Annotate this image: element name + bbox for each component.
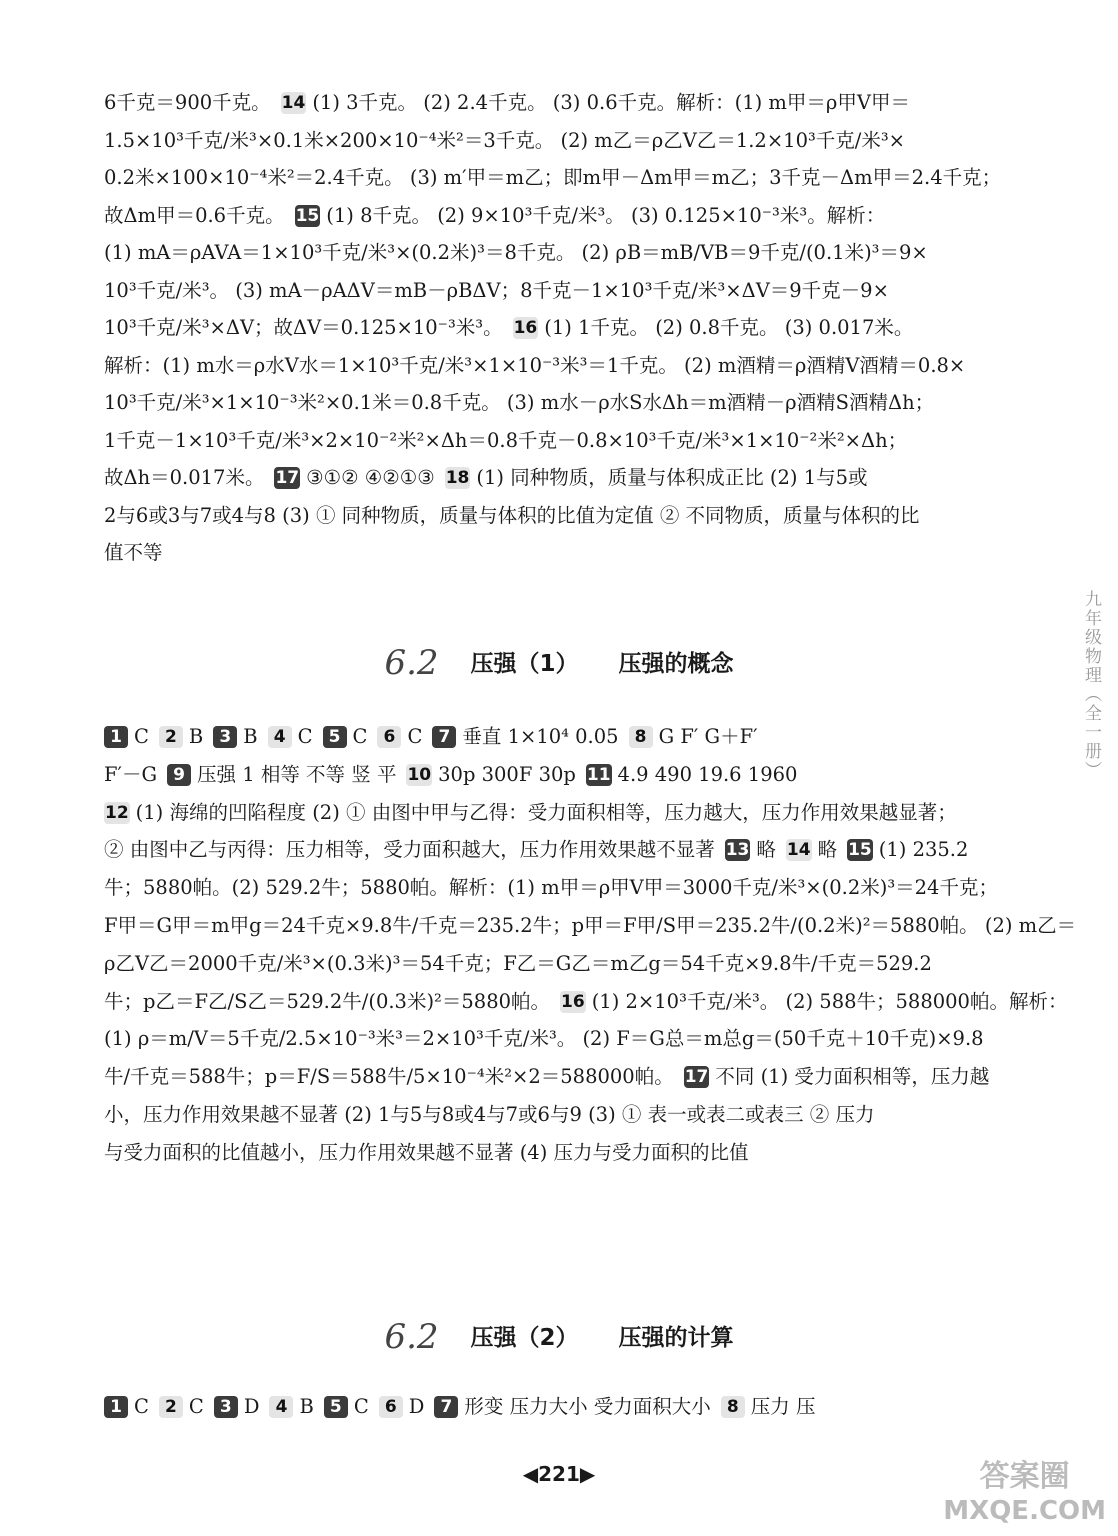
question-number-badge: 10 xyxy=(407,764,432,785)
answer-text: C xyxy=(407,725,423,748)
section-title: 压强（1） xyxy=(470,651,579,677)
answer-text: 牛；5880帕。(2) 529.2牛；5880帕。解析：(1) m甲＝ρ甲V甲＝3000千克/米³×(0.2米)³＝24千克； xyxy=(104,876,998,900)
watermark-url: MXQE.COM xyxy=(943,1496,1106,1526)
watermark-text: 答案圈 xyxy=(979,1459,1070,1494)
answer-line xyxy=(104,1024,988,1054)
answer-text: 垂直 1×10⁴ 0.05 xyxy=(462,725,619,748)
answer-text: 1千克－1×10³千克/米³×2×10⁻²米²×Δh＝0.8千克－0.8×10³千克/米³×1×10⁻²米²×Δh； xyxy=(104,428,908,452)
question-number-badge: 1 xyxy=(104,1396,128,1418)
answer-text: 故Δm甲＝0.6千克。 xyxy=(104,203,285,227)
section-heading-pressure-calc xyxy=(0,1317,1118,1357)
section-title: 压强（2） xyxy=(470,1325,579,1351)
answer-text: (1) 1千克。 (2) 0.8千克。 (3) 0.017米。 xyxy=(544,316,914,339)
answer-text: G F′ G＋F′ xyxy=(658,725,758,748)
answer-text: ② 由图中乙与丙得：压力相等，受力面积越大，压力作用效果越不显著 xyxy=(104,838,715,862)
answer-line xyxy=(104,987,1068,1017)
question-number-badge: 15 xyxy=(295,205,320,226)
answer-line xyxy=(104,426,988,456)
question-number-badge: 6 xyxy=(379,1396,403,1418)
answer-line xyxy=(104,276,988,306)
answer-line xyxy=(104,722,988,752)
answer-text: F′－G xyxy=(104,762,158,786)
question-number-badge: 17 xyxy=(275,468,300,488)
question-number-badge: 6 xyxy=(377,726,401,748)
answer-line xyxy=(104,126,988,156)
answer-text: (1) 同种物质，质量与体积成正比 (2) 1与5或 xyxy=(476,466,868,489)
answer-text: C xyxy=(134,725,149,748)
question-number-badge: 13 xyxy=(725,840,750,861)
answer-line xyxy=(104,463,988,493)
answer-text: 值不等 xyxy=(104,541,163,564)
answer-line xyxy=(104,351,988,381)
answer-text: C xyxy=(134,1395,149,1418)
answer-line xyxy=(104,538,988,568)
answer-text: C xyxy=(352,725,368,748)
answer-text: B xyxy=(243,725,258,748)
answer-line xyxy=(104,238,988,268)
question-number-badge: 14 xyxy=(281,93,306,113)
answer-text: (1) 8千克。 (2) 9×10³千克/米³。 (3) 0.125×10⁻³米³。解析： xyxy=(326,203,886,227)
question-number-badge: 5 xyxy=(323,726,347,748)
answer-text: 4.9 490 19.6 1960 xyxy=(617,762,798,786)
answer-line xyxy=(104,501,988,531)
answer-text: (1) 235.2 xyxy=(878,838,969,862)
question-number-badge: 14 xyxy=(786,840,811,861)
question-number-badge: 11 xyxy=(586,764,611,785)
question-number-badge: 15 xyxy=(848,840,872,861)
answer-text: 故Δh＝0.017米。 xyxy=(104,466,265,489)
answer-text: 10³千克/米³×ΔV；故ΔV＝0.125×10⁻³米³。 xyxy=(104,316,503,339)
answer-text: 压力 压 xyxy=(750,1395,816,1418)
answer-text: 牛；p乙＝F乙/S乙＝529.2牛/(0.3米)²＝5880帕。 xyxy=(104,989,551,1013)
answer-text: 0.2米×100×10⁻⁴米²＝2.4千克。 (3) m′甲＝m乙；即m甲－Δm甲＝m乙；3千克－Δm甲＝2.4千克； xyxy=(104,166,1002,189)
section-number: 6.2 xyxy=(384,643,439,683)
answer-text: 略 xyxy=(817,838,838,862)
question-number-badge: 4 xyxy=(268,726,292,748)
question-number-badge: 3 xyxy=(214,1396,238,1418)
answer-text: B xyxy=(299,1395,314,1418)
answer-text: 1.5×10³千克/米³×0.1米×200×10⁻⁴米²＝3千克。 (2) m乙＝ρ乙V乙＝1.2×10³千克/米³× xyxy=(104,128,906,152)
question-number-badge: 12 xyxy=(105,802,129,823)
section-subtitle: 压强的计算 xyxy=(618,1325,734,1351)
question-number-badge: 9 xyxy=(167,764,191,786)
answer-text: C xyxy=(188,1395,204,1418)
answer-text: 30p 300F 30p xyxy=(438,762,576,786)
answer-text: 与受力面积的比值越小，压力作用效果越不显著 (4) 压力与受力面积的比值 xyxy=(104,1140,749,1164)
question-number-badge: 8 xyxy=(629,726,653,748)
question-number-badge: 2 xyxy=(159,726,183,748)
answer-text: F甲＝G甲＝m甲g＝24千克×9.8牛/千克＝235.2牛；p甲＝F甲/S甲＝235.2牛/(0.2米)²＝5880帕。 (2) m乙＝ xyxy=(104,914,1077,937)
question-number-badge: 1 xyxy=(104,726,128,748)
question-number-badge: 3 xyxy=(213,726,237,748)
answer-text: 压强 1 相等 不等 竖 平 xyxy=(197,762,397,786)
answer-line xyxy=(104,1062,988,1092)
answer-line xyxy=(104,949,988,979)
answer-text: 牛/千克＝588牛；p＝F/S＝588牛/5×10⁻⁴米²×2＝588000帕。 xyxy=(104,1065,674,1089)
answer-text: (1) mA＝ρAVA＝1×10³千克/米³×(0.2米)³＝8千克。 (2) ρB＝mB/VB＝9千克/(0.1米)³＝9× xyxy=(104,241,928,264)
answer-text: 形变 压力大小 受力面积大小 xyxy=(464,1395,711,1418)
answer-text: 6千克＝900千克。 xyxy=(104,91,271,114)
answer-text: 略 xyxy=(756,838,776,862)
answer-line xyxy=(104,760,988,790)
question-number-badge: 16 xyxy=(561,991,585,1012)
answer-line xyxy=(104,873,998,903)
side-book-label: 九年级物理（全一册） xyxy=(1081,590,1101,780)
answer-line xyxy=(104,88,988,118)
section-number: 6.2 xyxy=(384,1317,439,1357)
answer-text: 10³千克/米³。 (3) mA－ρAΔV＝mB－ρBΔV；8千克－1×10³千克/米³×ΔV＝9千克－9× xyxy=(104,278,889,302)
question-number-badge: 2 xyxy=(159,1396,183,1418)
answer-text: (1) 2×10³千克/米³。 (2) 588牛；588000帕。解析： xyxy=(591,989,1068,1013)
answer-text: 小，压力作用效果越不显著 (2) 1与5与8或4与7或6与9 (3) ① 表一或表二或表三 ② 压力 xyxy=(104,1103,875,1126)
question-number-badge: 18 xyxy=(445,468,470,488)
answer-text: (1) 3千克。 (2) 2.4千克。 (3) 0.6千克。解析：(1) m甲＝ρ甲V甲＝ xyxy=(312,91,910,114)
answer-text: D xyxy=(243,1395,260,1418)
section-heading-pressure-concept xyxy=(0,643,1118,683)
question-number-badge: 5 xyxy=(324,1396,348,1418)
answer-text: (1) 海绵的凹陷程度 (2) ① 由图中甲与乙得：受力面积相等，压力越大，压力作用效果越显著； xyxy=(135,800,957,824)
section-subtitle: 压强的概念 xyxy=(618,651,734,677)
question-number-badge: 4 xyxy=(269,1396,293,1418)
question-number-badge: 16 xyxy=(513,318,538,338)
answer-line xyxy=(104,1392,988,1422)
answer-line xyxy=(104,1138,988,1168)
answer-text: ③①② ④②①③ xyxy=(306,466,435,489)
question-number-badge: 17 xyxy=(684,1067,709,1088)
question-number-badge: 8 xyxy=(721,1396,745,1418)
answer-text: 解析：(1) m水＝ρ水V水＝1×10³千克/米³×1×10⁻³米³＝1千克。 (2) m酒精＝ρ酒精V酒精＝0.8× xyxy=(104,353,966,377)
answer-line xyxy=(104,835,988,865)
answer-text: 2与6或3与7或4与8 (3) ① 同种物质，质量与体积的比值为定值 ② 不同物质，质量与体积的比 xyxy=(104,503,920,527)
answer-line xyxy=(104,163,1002,193)
page-number: ◀221▶ xyxy=(522,1462,596,1486)
answer-text: (1) ρ＝m/V＝5千克/2.5×10⁻³米³＝2×10³千克/米³。 (2) F＝G总＝m总g＝(50千克＋10千克)×9.8 xyxy=(104,1027,984,1051)
answer-text: D xyxy=(408,1395,425,1418)
answer-text: C xyxy=(353,1395,369,1418)
answer-line xyxy=(104,388,988,418)
question-number-badge: 7 xyxy=(434,1396,458,1418)
answer-line xyxy=(104,1100,988,1130)
answer-text: C xyxy=(297,725,313,748)
answer-line xyxy=(104,798,988,828)
watermark-logo xyxy=(943,1460,1106,1528)
answer-line xyxy=(104,313,988,343)
answer-text: 不同 (1) 受力面积相等，压力越 xyxy=(715,1065,990,1089)
answer-text: B xyxy=(188,725,204,748)
question-number-badge: 7 xyxy=(432,726,456,748)
answer-text: ρ乙V乙＝2000千克/米³×(0.3米)³＝54千克；F乙＝G乙＝m乙g＝54千克×9.8牛/千克＝529.2 xyxy=(104,951,932,975)
answer-text: 10³千克/米³×1×10⁻³米²×0.1米＝0.8千克。 (3) m水－ρ水S水Δh＝m酒精－ρ酒精S酒精Δh； xyxy=(104,391,935,414)
answer-line xyxy=(104,911,1077,941)
answer-line xyxy=(104,201,988,231)
